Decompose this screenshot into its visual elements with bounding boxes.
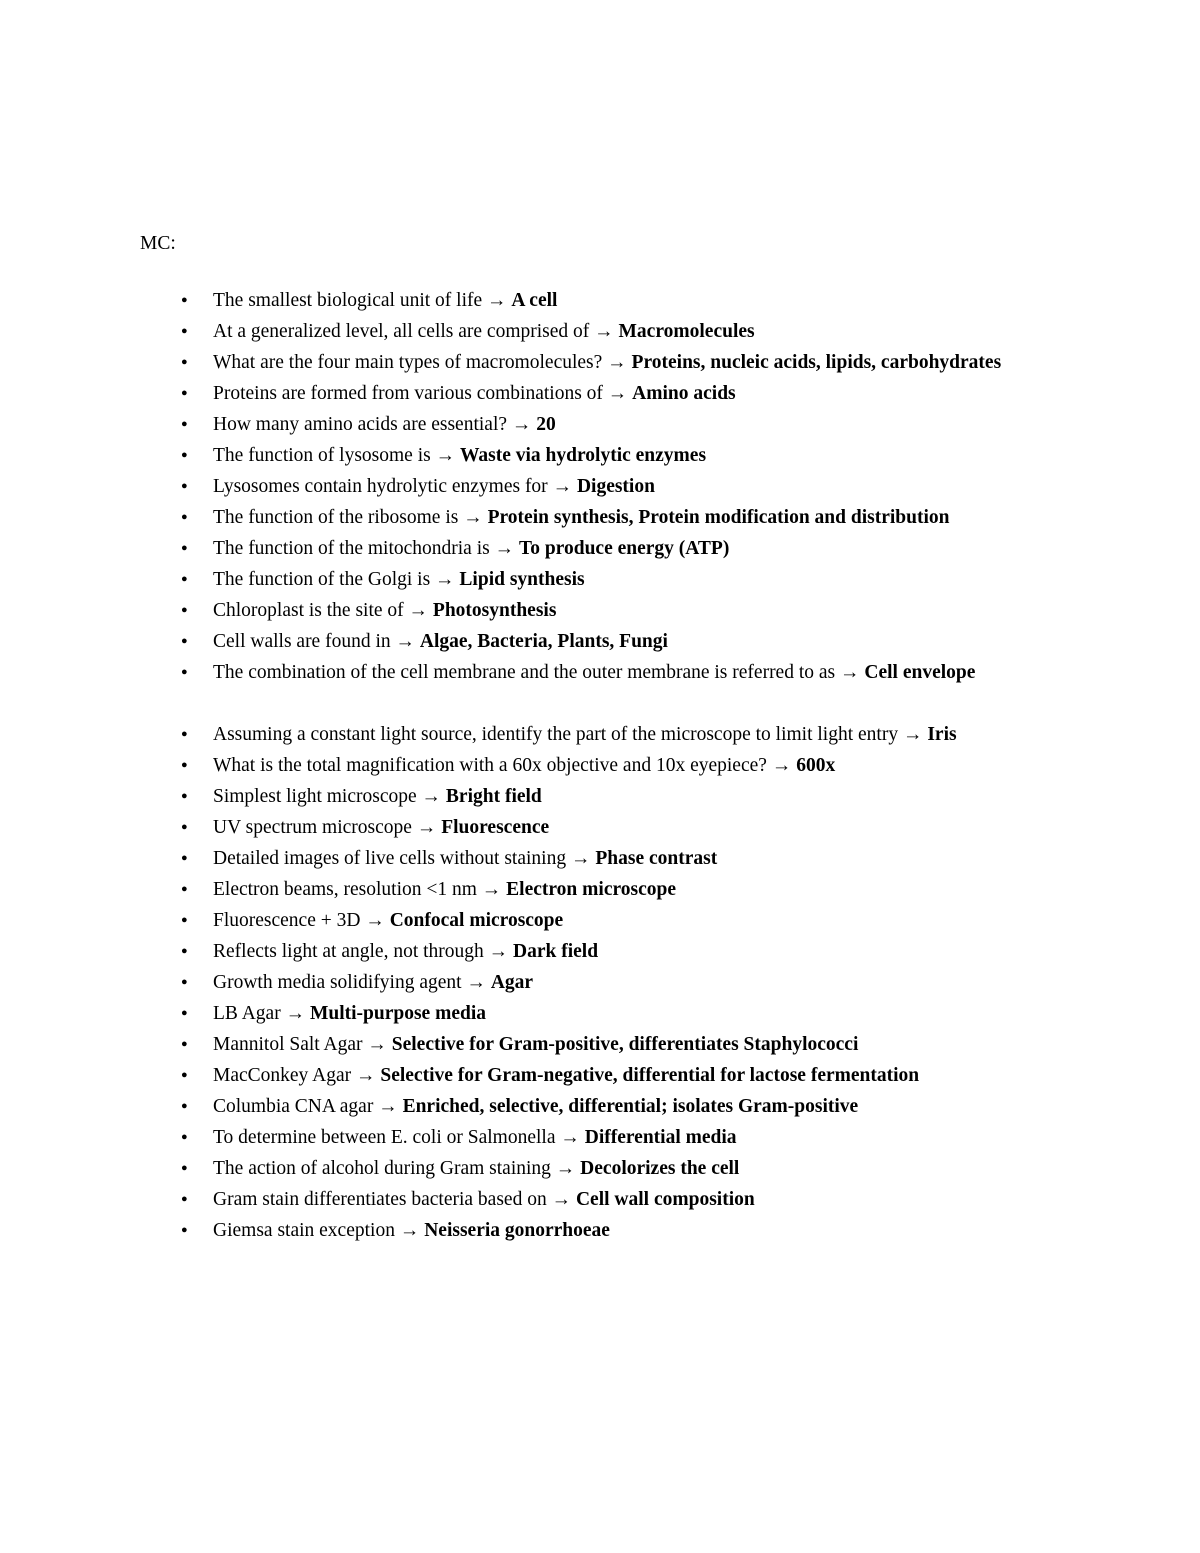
page-title: MC: xyxy=(140,233,176,254)
arrow-icon: → xyxy=(476,879,507,900)
list-item-text xyxy=(213,719,1050,750)
arrow-icon: → xyxy=(547,476,577,497)
list-item-text xyxy=(213,781,1050,812)
question-text: Detailed images of live cells without staining xyxy=(213,848,567,869)
question-text: Lysosomes contain hydrolytic enzymes for xyxy=(213,476,548,497)
answer-text: Algae, Bacteria, Plants, Fungi xyxy=(419,631,668,652)
answer-text: Amino acids xyxy=(632,383,736,404)
arrow-icon: → xyxy=(394,1220,425,1241)
question-text: The function of the mitochondria is xyxy=(213,538,490,559)
answer-text: Cell wall composition xyxy=(575,1189,755,1210)
bullet-icon: ● xyxy=(181,356,188,368)
arrow-icon: → xyxy=(482,290,512,311)
answer-text: Iris xyxy=(927,724,957,745)
answer-text: Enriched, selective, differential; isolates Gram-positive xyxy=(402,1096,859,1117)
arrow-icon: → xyxy=(411,817,442,838)
bullet-icon: ● xyxy=(181,1162,188,1174)
answer-text: Dark field xyxy=(513,941,599,962)
list-item-text xyxy=(213,905,1050,936)
bullet-icon: ● xyxy=(181,542,188,554)
bullet-icon: ● xyxy=(181,883,188,895)
bullet-icon: ● xyxy=(181,1224,188,1236)
answer-text: Cell envelope xyxy=(864,662,976,683)
list-item xyxy=(140,750,1050,781)
list-item xyxy=(140,564,1050,595)
list-item xyxy=(140,409,1050,440)
question-text: What are the four main types of macromolecules? xyxy=(213,352,603,373)
arrow-icon: → xyxy=(430,569,460,590)
question-text: Cell walls are found in xyxy=(213,631,391,652)
list-item xyxy=(140,378,1050,409)
list-item-text xyxy=(213,1184,1050,1215)
list-item-text xyxy=(213,502,1050,533)
arrow-icon: → xyxy=(416,786,446,807)
bullet-icon: ● xyxy=(181,480,188,492)
bullet-icon: ● xyxy=(181,1193,188,1205)
bullet-icon: ● xyxy=(181,976,188,988)
question-text: UV spectrum microscope xyxy=(213,817,412,838)
list-item xyxy=(140,595,1050,626)
answer-text: Proteins, nucleic acids, lipids, carbohydrates xyxy=(631,352,1002,373)
answer-text: Bright field xyxy=(445,786,542,807)
answer-text: Agar xyxy=(490,972,534,993)
question-text: At a generalized level, all cells are comprised of xyxy=(213,321,590,342)
list-item xyxy=(140,440,1050,471)
bullet-icon: ● xyxy=(181,728,188,740)
arrow-icon: → xyxy=(403,600,433,621)
list-item-text xyxy=(213,1029,1050,1060)
list-item-text xyxy=(213,378,1050,409)
answer-text: Phase contrast xyxy=(595,848,718,869)
question-text: Growth media solidifying agent xyxy=(213,972,462,993)
list-item xyxy=(140,1215,1050,1246)
arrow-icon: → xyxy=(351,1065,381,1086)
question-text: Giemsa stain exception xyxy=(213,1220,395,1241)
list-item xyxy=(140,967,1050,998)
list-item-text xyxy=(213,409,1050,440)
list-item-text xyxy=(213,1122,1050,1153)
list-item xyxy=(140,502,1050,533)
answer-text: Selective for Gram-negative, differential for lactose fermentation xyxy=(380,1065,920,1086)
arrow-icon: → xyxy=(373,1096,403,1117)
question-text: The smallest biological unit of life xyxy=(213,290,483,311)
answer-text: Protein synthesis, Protein modification and distribution xyxy=(487,507,950,528)
arrow-icon: → xyxy=(489,538,519,559)
answer-text: A cell xyxy=(511,290,558,311)
question-text: Columbia CNA agar xyxy=(213,1096,374,1117)
list-item xyxy=(140,1122,1050,1153)
list-item xyxy=(140,905,1050,936)
list-item xyxy=(140,719,1050,750)
arrow-icon: → xyxy=(360,910,390,931)
list-item xyxy=(140,626,1050,657)
arrow-icon: → xyxy=(483,941,514,962)
list-item-text xyxy=(213,564,1050,595)
answer-text: Differential media xyxy=(584,1127,737,1148)
list-item-text xyxy=(213,936,1050,967)
bullet-icon: ● xyxy=(181,821,188,833)
question-text: The combination of the cell membrane and the outer membrane is referred to as xyxy=(213,662,836,683)
question-text: LB Agar xyxy=(213,1003,281,1024)
arrow-icon: → xyxy=(602,383,633,404)
bullet-icon: ● xyxy=(181,573,188,585)
question-text: Electron beams, resolution <1 nm xyxy=(213,879,477,900)
list-item xyxy=(140,843,1050,874)
answer-text: Confocal microscope xyxy=(389,910,564,931)
question-text: Gram stain differentiates bacteria based on xyxy=(213,1189,547,1210)
question-text: Proteins are formed from various combinations of xyxy=(213,383,603,404)
arrow-icon: → xyxy=(766,755,797,776)
list-item-text xyxy=(213,347,1050,378)
answer-text: 600x xyxy=(796,755,836,776)
answer-text: Selective for Gram-positive, differentiates Staphylococci xyxy=(391,1034,859,1055)
list-item-text xyxy=(213,967,1050,998)
answer-text: Digestion xyxy=(576,476,655,497)
answer-text: To produce energy (ATP) xyxy=(518,538,730,559)
list-item xyxy=(140,471,1050,502)
bullet-icon: ● xyxy=(181,914,188,926)
question-text: Chloroplast is the site of xyxy=(213,600,404,621)
answer-text: Photosynthesis xyxy=(432,600,557,621)
list-item xyxy=(140,781,1050,812)
list-item xyxy=(140,812,1050,843)
arrow-icon: → xyxy=(430,445,460,466)
answer-text: Lipid synthesis xyxy=(459,569,585,590)
bullet-icon: ● xyxy=(181,1131,188,1143)
list-item xyxy=(140,1184,1050,1215)
list-item-text xyxy=(213,998,1050,1029)
question-text: The action of alcohol during Gram staining xyxy=(213,1158,551,1179)
list-item-text xyxy=(213,471,1050,502)
arrow-icon: → xyxy=(602,352,632,373)
list-item-text xyxy=(213,595,1050,626)
list-item-text xyxy=(213,440,1050,471)
answer-text: Multi-purpose media xyxy=(309,1003,486,1024)
arrow-icon: → xyxy=(566,848,596,869)
list-item-text xyxy=(213,657,1050,688)
arrow-icon: → xyxy=(835,662,865,683)
arrow-icon: → xyxy=(507,414,537,435)
bullet-icon: ● xyxy=(181,666,188,678)
question-text: Fluorescence + 3D xyxy=(213,910,361,931)
list-item-text xyxy=(213,874,1050,905)
question-text: MacConkey Agar xyxy=(213,1065,352,1086)
answer-text: 20 xyxy=(536,414,556,435)
question-text: Simplest light microscope xyxy=(213,786,417,807)
arrow-icon: → xyxy=(458,507,488,528)
bullet-icon: ● xyxy=(181,790,188,802)
answer-text: Neisseria gonorrhoeae xyxy=(424,1220,610,1241)
bullet-icon: ● xyxy=(181,418,188,430)
list-item-text xyxy=(213,1153,1050,1184)
list-item xyxy=(140,998,1050,1029)
arrow-icon: → xyxy=(589,321,619,342)
list-item-text xyxy=(213,812,1050,843)
list-item-text xyxy=(213,316,1050,347)
bullet-icon: ● xyxy=(181,635,188,647)
bullet-icon: ● xyxy=(181,1069,188,1081)
list-item-text xyxy=(213,626,1050,657)
question-text: The function of the ribosome is xyxy=(213,507,459,528)
list-item xyxy=(140,874,1050,905)
bullet-icon: ● xyxy=(181,1007,188,1019)
question-text: How many amino acids are essential? xyxy=(213,414,508,435)
arrow-icon: → xyxy=(550,1158,581,1179)
list-item-text xyxy=(213,1091,1050,1122)
list-item xyxy=(140,347,1050,378)
answer-text: Decolorizes the cell xyxy=(580,1158,740,1179)
bullet-icon: ● xyxy=(181,1100,188,1112)
list-item-text xyxy=(213,1215,1050,1246)
arrow-icon: → xyxy=(461,972,491,993)
list-item-text xyxy=(213,285,1050,316)
question-text: What is the total magnification with a 60x objective and 10x eyepiece? xyxy=(213,755,767,776)
bullet-list-container xyxy=(140,285,1050,1246)
question-text: Mannitol Salt Agar xyxy=(213,1034,363,1055)
answer-text: Electron microscope xyxy=(506,879,677,900)
bullet-icon: ● xyxy=(181,759,188,771)
bullet-icon: ● xyxy=(181,294,188,306)
question-text: Reflects light at angle, not through xyxy=(213,941,484,962)
list-item xyxy=(140,1029,1050,1060)
list-item-text xyxy=(213,750,1050,781)
question-text: The function of the Golgi is xyxy=(213,569,431,590)
answer-text: Macromolecules xyxy=(618,321,755,342)
list-item xyxy=(140,1153,1050,1184)
list-item xyxy=(140,533,1050,564)
list-item-text xyxy=(213,843,1050,874)
question-text: Assuming a constant light source, identify the part of the microscope to limit light entry xyxy=(213,724,899,745)
arrow-icon: → xyxy=(546,1189,576,1210)
list-item-text xyxy=(213,533,1050,564)
question-text: To determine between E. coli or Salmonella xyxy=(213,1127,556,1148)
arrow-icon: → xyxy=(390,631,420,652)
list-item xyxy=(140,1060,1050,1091)
list-group xyxy=(140,719,1050,1246)
list-item xyxy=(140,936,1050,967)
arrow-icon: → xyxy=(280,1003,310,1024)
arrow-icon: → xyxy=(898,724,928,745)
bullet-icon: ● xyxy=(181,852,188,864)
list-item xyxy=(140,1091,1050,1122)
list-item xyxy=(140,285,1050,316)
bullet-icon: ● xyxy=(181,325,188,337)
arrow-icon: → xyxy=(555,1127,585,1148)
bullet-icon: ● xyxy=(181,1038,188,1050)
bullet-icon: ● xyxy=(181,511,188,523)
list-item-text xyxy=(213,1060,1050,1091)
bullet-icon: ● xyxy=(181,449,188,461)
question-text: The function of lysosome is xyxy=(213,445,431,466)
list-item xyxy=(140,316,1050,347)
bullet-icon: ● xyxy=(181,604,188,616)
bullet-icon: ● xyxy=(181,387,188,399)
answer-text: Waste via hydrolytic enzymes xyxy=(459,445,707,466)
answer-text: Fluorescence xyxy=(441,817,550,838)
bullet-icon: ● xyxy=(181,945,188,957)
list-group xyxy=(140,285,1050,688)
list-item xyxy=(140,657,1050,688)
arrow-icon: → xyxy=(362,1034,392,1055)
